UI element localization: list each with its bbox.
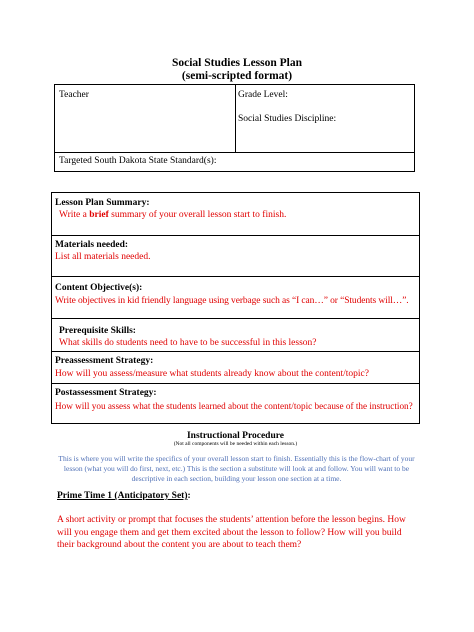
section-divider <box>51 276 420 277</box>
materials-text: List all materials needed. <box>55 252 151 262</box>
summary-text-bold: brief <box>89 210 109 220</box>
postassessment-text: How will you assess what the students learned about the content/topic because of the instruction? <box>55 401 413 411</box>
prime-time-text: A short activity or prompt that focuses the students’ attention before the lesson begins. How will you engage them and get them excited about the lesson to follow? How will you build their background about the content you are about to teach them? <box>57 515 406 550</box>
prerequisite-heading: Prerequisite Skills: <box>59 326 136 336</box>
prime-time-heading <box>57 490 191 502</box>
instructional-title: Instructional Procedure <box>186 431 285 441</box>
section-divider <box>51 318 420 319</box>
summary-text-after: summary of your overall lesson start to finish. <box>108 210 287 220</box>
materials-heading: Materials needed: <box>55 240 129 250</box>
grade-level-label: Grade Level: <box>238 90 288 100</box>
summary-text <box>59 209 286 221</box>
instructional-description: This is where you will write the specifics of your overall lesson start to finish. Essentially this is the flow-chart of your lesson (what you will do first, next, etc.) This is the section a substitute will look at and follow. You will want to be descriptive in each section, building your lesson one section at a time. <box>58 454 415 483</box>
section-divider <box>51 383 420 384</box>
objectives-heading: Content Objective(s): <box>55 283 143 293</box>
summary-heading: Lesson Plan Summary: <box>55 198 150 208</box>
discipline-label: Social Studies Discipline: <box>238 114 337 124</box>
info-table-divider <box>235 85 236 152</box>
info-table-row-divider <box>55 152 414 153</box>
prerequisite-text: What skills do students need to have to be successful in this lesson? <box>59 338 317 348</box>
page-title: Social Studies Lesson Plan <box>171 57 303 69</box>
postassessment-heading: Postassessment Strategy: <box>55 388 157 398</box>
section-divider <box>51 351 420 352</box>
info-table <box>54 84 415 172</box>
instructional-subtitle: (Not all components will be needed within each lesson.) <box>173 441 298 447</box>
prime-time-heading-text: Prime Time 1 (Anticipatory Set) <box>57 491 188 501</box>
summary-text-before: Write a <box>59 210 90 220</box>
page-subtitle: (semi-scripted format) <box>181 70 293 82</box>
objectives-text: Write objectives in kid friendly language using verbage such as “I can…” or “Students will…”. <box>55 296 409 306</box>
preassessment-text: How will you assess/measure what students already know about the content/topic? <box>55 369 369 379</box>
teacher-label: Teacher <box>59 90 89 100</box>
preassessment-heading: Preassessment Strategy: <box>55 356 154 366</box>
section-divider <box>51 235 420 236</box>
standards-label: Targeted South Dakota State Standard(s): <box>59 156 217 166</box>
prime-time-colon: : <box>187 491 191 501</box>
